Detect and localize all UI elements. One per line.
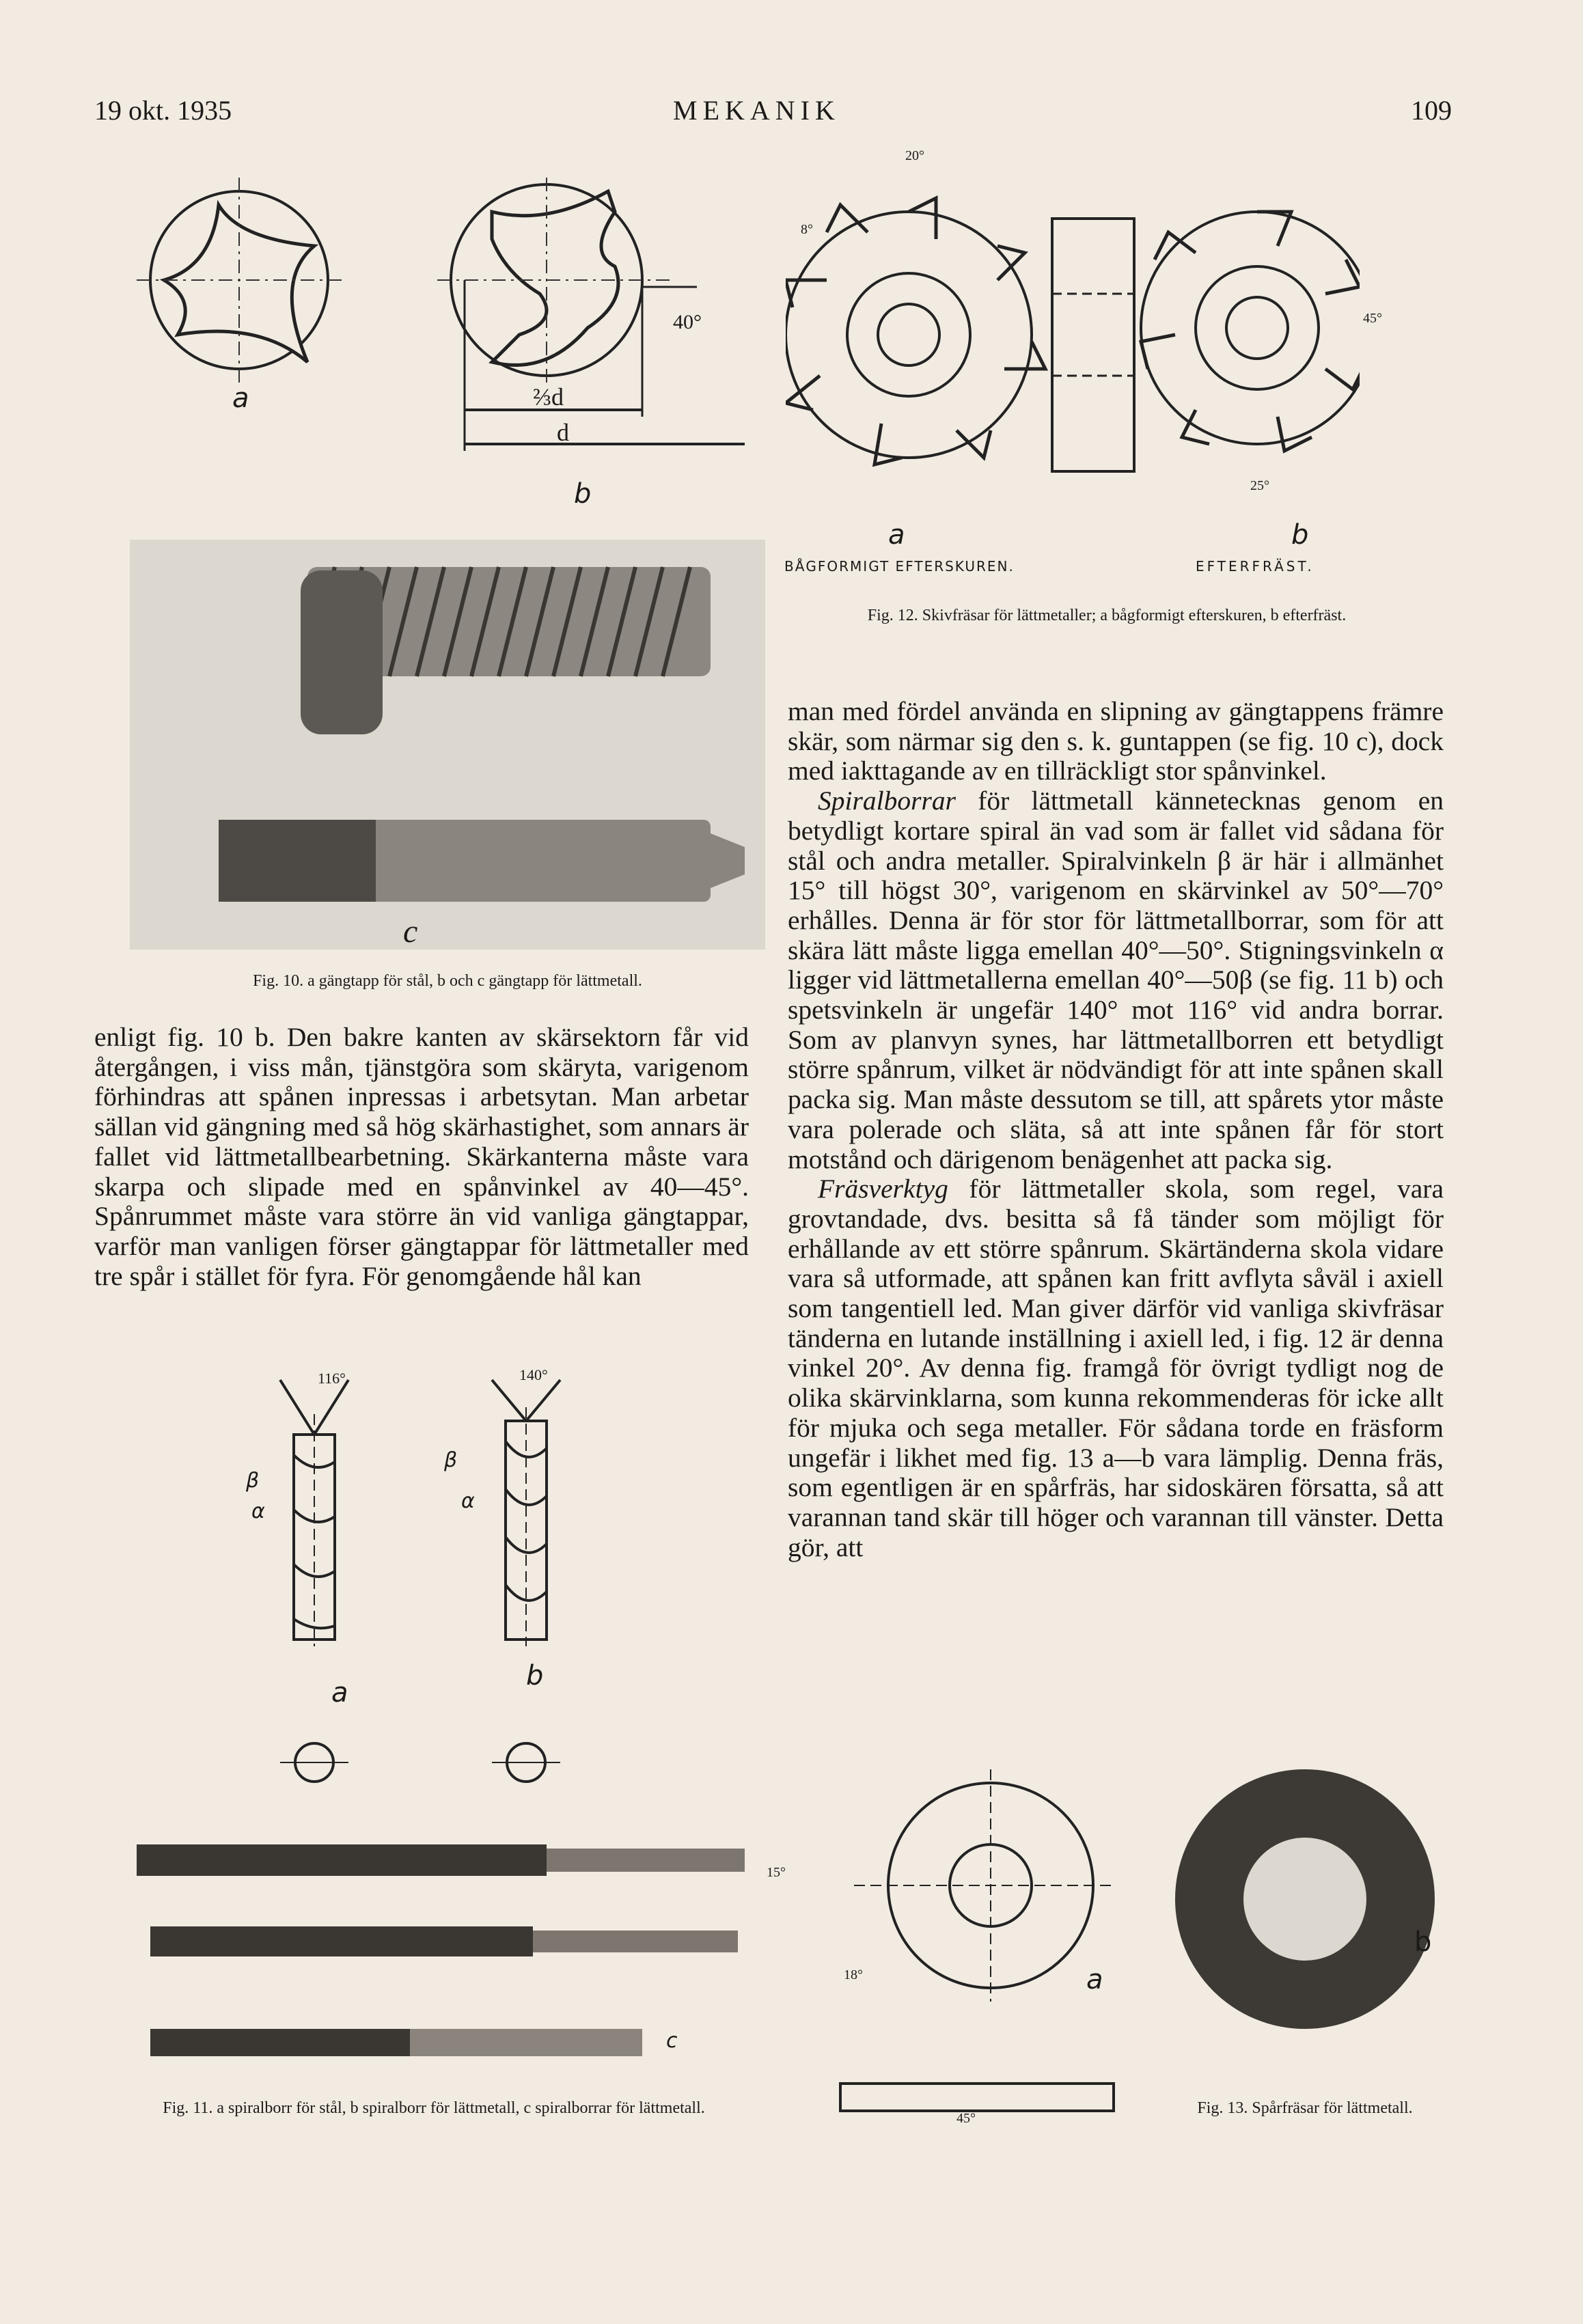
fig12-label-a: a <box>888 519 905 551</box>
fig12-caption: Fig. 12. Skivfräsar för lättmetaller; a bågformigt efterskuren, b efterfräst. <box>867 607 1347 624</box>
fig13-angle-18: 18° <box>844 1967 863 1982</box>
fig12-angle-8: 8° <box>801 222 813 237</box>
drill-1 <box>137 1844 745 1876</box>
fig13-angle-15: 15° <box>767 1865 786 1880</box>
right-paragraph-2 <box>788 786 1444 1174</box>
drill-2 <box>150 1926 738 1956</box>
right-paragraph-3 <box>788 1174 1444 1562</box>
fig10-label-c: c <box>403 913 418 950</box>
fig12-text-a: BÅGFORMIGT EFTERSKUREN. <box>784 558 1015 575</box>
left-paragraph: enligt fig. 10 b. Den bakre kanten av skärsektorn får vid återgången, i viss mån, tjänstgöra som skäryta, varigenom förhindras att spånen inpressas i arbetsytan. Man arbetar sällan vid gängning med så hög skärhastighet, som annars är fallet vid lättmetallbearbetning. Skärkanterna måste vara skarpa och slipade med en spånvinkel av 40—45°. Spånrummet måste vara större än vid vanliga gängtappar, varför man vanligen förser gängtappar för lättmetaller med tre spår i stället för fyra. För genomgående hål kan <box>94 1022 749 1291</box>
fig10-caption: Fig. 10. a gängtapp för stål, b och c gängtapp för lättmetall. <box>253 972 642 990</box>
fig10-photo <box>130 540 765 950</box>
fig13b-photo <box>1168 1756 1435 2043</box>
fig11-alpha-b: α <box>461 1489 475 1513</box>
right-text-column <box>788 697 1444 1562</box>
fig11-alpha-a: α <box>251 1499 265 1523</box>
fig11-label-c: c <box>666 2029 678 2053</box>
fig11-beta-b: β <box>444 1448 458 1472</box>
fig12-label-b: b <box>1291 519 1309 551</box>
right-paragraph-3-text: för lättmetaller skola, som regel, vara grovtandade, dvs. besitta så få tänder som möjligt för erhållande av ett större spånrum. Skärtänderna skola vidare vara så utformade, att spånen kan fritt avflyta såväl i axiell som tangentiell led. Man giver därför vid vanliga skivfräsar tänderna en lutande inställning i axiell led, i fig. 12 är denna vinkel 20°. Av denna fig. framgå för övrigt tydligt nog de olika skärvinklarna, som kunna rekommenderas för icke allt för mjuka och sega metaller. För sådana torde en fräsform ungefär i likhet med fig. 13 a—b vara lämplig. Denna fräs, som egentligen är en spårfräs, har sidoskären försatta, så att varannan tand skär till höger och varannan till vänster. Detta gör, att <box>788 1174 1444 1562</box>
fig10-label-b: b <box>574 478 592 510</box>
fig12-text-b: EFTERFRÄST. <box>1196 558 1314 575</box>
fig12-drawing <box>786 143 1360 526</box>
fig10-label-a: a <box>232 383 249 414</box>
frasverktyg-heading: Fräsverktyg <box>818 1174 948 1204</box>
fig13a-drawing <box>772 1769 1127 2138</box>
fig11-drawing <box>205 1359 642 1803</box>
fig13-label-b: b <box>1414 1926 1432 1958</box>
left-text-column <box>94 1023 749 1291</box>
fig12-angle-25: 25° <box>1250 478 1269 493</box>
header-page-number: 109 <box>1411 95 1452 126</box>
fig11-caption: Fig. 11. a spiralborr för stål, b spiralborr för lättmetall, c spiralborrar för lättmetall. <box>163 2099 705 2117</box>
fig11-label-b: b <box>526 1660 544 1691</box>
fig10-angle-label: 40° <box>673 311 702 333</box>
fig11-photo <box>137 1831 752 2077</box>
fig11-label-a: a <box>331 1677 348 1709</box>
drill-3 <box>150 2029 642 2056</box>
fig12-angle-20: 20° <box>905 148 924 163</box>
svg-text:.: . <box>635 413 636 414</box>
fig12-angle-45: 45° <box>1363 311 1382 326</box>
fig11-beta-a: β <box>246 1469 260 1493</box>
right-paragraph-1: man med fördel använda en slipning av gängtappens främre skär, som närmar sig den s. k. guntappen (se fig. 10 c), dock med iakttagande av en tillräckligt stor spånvinkel. <box>788 696 1444 786</box>
fig13-label-a: a <box>1086 1964 1103 1995</box>
fig13-angle-45: 45° <box>956 2111 976 2126</box>
fig13-caption: Fig. 13. Spårfräsar för lättmetall. <box>1197 2099 1413 2117</box>
fig10-drawing <box>137 164 752 519</box>
fig10-two-thirds-label: ⅔d <box>533 383 564 411</box>
header-date: 19 okt. 1935 <box>94 95 232 126</box>
fig11-angle-140: 140° <box>519 1366 548 1383</box>
fig10b-profile <box>492 191 618 365</box>
spiralborrar-heading: Spiralborrar <box>818 786 956 816</box>
right-paragraph-2-text: för lättmetall kännetecknas genom en betydligt kortare spiral än vad som är fallet vid sådana för stål och andra metaller. Spiralvinkeln β är här i allmänhet 15° till högst 30°, varigenom en skärvinkel av 50°—70° erhålles. Denna är för stor för lättmetallborrar, som för att skära lätt måste ligga emellan 40°—50°. Stigningsvinkeln α ligger vid lättmetallerna emellan 40°—50β (se fig. 11 b) och spetsvinkeln är ungefär 140° mot 116° vid andra borrar. Som av planvyn synes, har lättmetallborren ett betydligt större spånrum, vilket är nödvändigt för att inte spånen skall packa sig. Man måste dessutom se till, att spårets ytor måste vara polerade och släta, så att inte spånen får för stort motstånd och därigenom benägenhet att packa sig. <box>788 786 1444 1174</box>
fig11-angle-116: 116° <box>318 1370 346 1387</box>
fig10-d-label: d <box>557 419 569 446</box>
header-title: MEKANIK <box>673 95 840 126</box>
fig10a-profile <box>164 205 314 362</box>
